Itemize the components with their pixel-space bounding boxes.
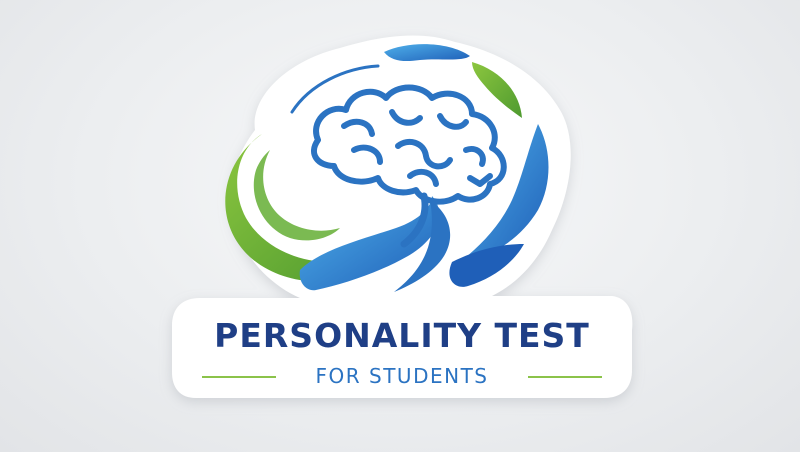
divider-left	[202, 376, 276, 378]
logo-subtitle: FOR STUDENTS	[315, 364, 489, 388]
subtitle-row	[178, 364, 626, 388]
logo-title: PERSONALITY TEST	[214, 316, 590, 355]
divider-right	[528, 376, 602, 378]
title-block	[178, 306, 626, 398]
